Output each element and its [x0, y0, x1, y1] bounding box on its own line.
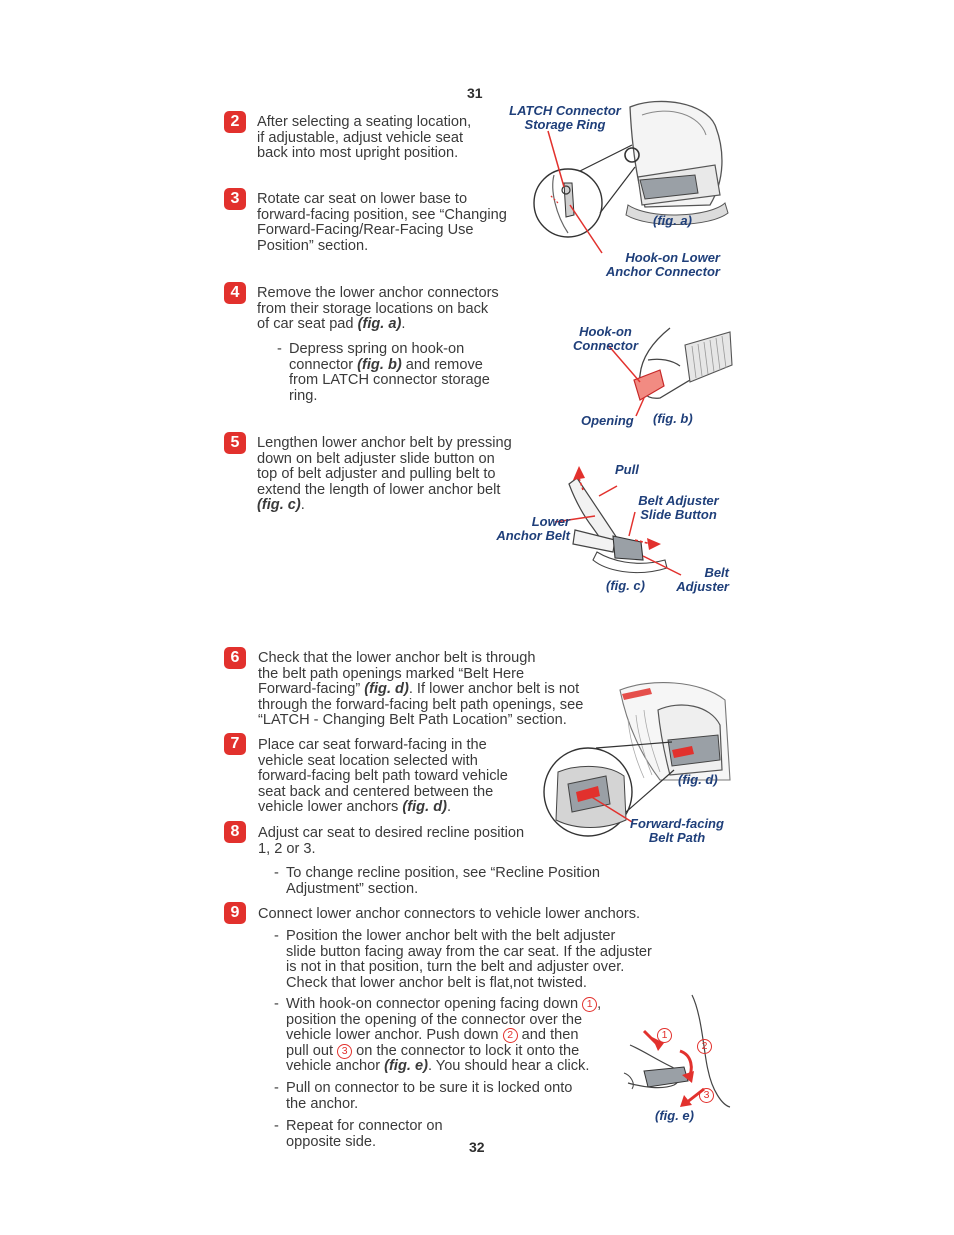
text-line [286, 1044, 601, 1060]
text-line: opposite side. [286, 1133, 377, 1150]
circled-number-1: 1 [582, 997, 597, 1012]
text-line: Remove the lower anchor connectors [257, 285, 499, 301]
step-badge-9: 9 [224, 902, 246, 924]
figure-ref: (fig. e) [384, 1058, 428, 1075]
circled-number: 2 [697, 1039, 712, 1054]
text-line: With hook-on connector opening facing down 1 , [286, 996, 602, 1012]
caption-line: Belt [704, 565, 729, 580]
step-badge-7: 7 [224, 733, 246, 755]
text-line: “LATCH - Changing Belt Path Location” section. [258, 712, 567, 729]
circled-number: 3 [699, 1088, 714, 1103]
circled-number-3: 3 [337, 1044, 352, 1059]
text-line: Forward-Facing/Rear-Facing Use [257, 222, 474, 239]
fig-b-caption-opening: Opening [581, 413, 634, 428]
text-line [258, 800, 508, 816]
text-run: . [300, 497, 305, 514]
caption-line: Belt Path [648, 830, 706, 845]
text-line: is not in that position, turn the belt and adjuster over. [286, 959, 625, 976]
text-run: . If lower anchor belt is not [408, 681, 580, 698]
text-line: 1, 2 or 3. [258, 840, 316, 857]
text-run: . You should hear a click. [427, 1058, 590, 1075]
text-line: Pull on connector to be sure it is locked onto [286, 1080, 573, 1096]
bullet-dash: - [274, 865, 279, 881]
text-line: extend the length of lower anchor belt [257, 481, 501, 498]
fig-e-marker-1 [657, 1027, 672, 1043]
step-9-substep-2 [274, 996, 602, 1075]
text-run: . [446, 799, 452, 816]
figure-ref: (fig. b) [357, 356, 402, 373]
fig-c-caption-belt-adjuster [665, 566, 729, 594]
text-run: and then [517, 1027, 579, 1044]
text-line: the anchor. [286, 1095, 359, 1112]
step-8-substep [274, 865, 600, 897]
caption-line: Belt Adjuster [638, 493, 719, 508]
step-4-text [257, 286, 499, 333]
fig-b-caption-connector [568, 325, 643, 353]
page-number-top: 31 [467, 85, 483, 101]
text-line [286, 1059, 601, 1075]
caption-line: Anchor Connector [605, 264, 720, 279]
step-9-substep-1 [274, 928, 652, 991]
text-run: vehicle lower anchor. Push down [286, 1027, 503, 1044]
text-line [257, 317, 499, 333]
step-badge-3: 3 [224, 188, 246, 210]
text-line: forward-facing position, see “Changing [257, 206, 507, 223]
text-line: top of belt adjuster and pulling belt to [257, 466, 496, 483]
text-line: seat back and centered between the [258, 783, 494, 800]
caption-line: Lower [531, 514, 570, 529]
bullet-dash: - [274, 1118, 279, 1134]
step-2-text [257, 115, 471, 162]
step-6-text [258, 651, 583, 729]
fig-e-marker-2 [697, 1038, 712, 1054]
step-9-substep-3 [274, 1080, 573, 1112]
caption-line: Forward-facing [630, 816, 724, 831]
caption-line: Anchor Belt [496, 528, 570, 543]
step-badge-4: 4 [224, 282, 246, 304]
step-5-text [257, 436, 512, 514]
caption-line: Hook-on [579, 324, 632, 339]
figure-e-illustration [622, 995, 732, 1110]
text-line: the belt path openings marked “Belt Here [258, 665, 525, 682]
fig-c-label: (fig. c) [606, 578, 645, 593]
text-line: Check that the lower anchor belt is through [258, 650, 536, 666]
bullet-dash: - [274, 1080, 279, 1096]
caption-line: Hook-on Lower [625, 250, 720, 265]
text-line [289, 358, 490, 374]
bullet-dash: - [274, 928, 279, 944]
text-line: Adjust car seat to desired recline position [258, 825, 525, 841]
figure-ref: (fig. d) [402, 799, 447, 816]
text-run: vehicle lower anchors [258, 799, 403, 816]
figure-ref: (fig. c) [257, 497, 301, 514]
text-line: forward-facing belt path toward vehicle [258, 768, 508, 785]
text-line: Place car seat forward-facing in the [258, 737, 487, 753]
text-line: from their storage locations on back [257, 300, 489, 317]
text-line: position the opening of the connector over the [286, 1011, 583, 1028]
text-run: of car seat pad [257, 316, 358, 333]
text-line: Repeat for connector on [286, 1118, 443, 1134]
text-line: if adjustable, adjust vehicle seat [257, 129, 464, 146]
text-line: After selecting a seating location, [257, 114, 472, 130]
text-line: back into most upright position. [257, 145, 459, 162]
text-line: through the forward-facing belt path openings, see [258, 696, 584, 713]
caption-line: Adjuster [676, 579, 729, 594]
text-line: Check that lower anchor belt is flat,not twisted. [286, 974, 587, 991]
step-7-text [258, 738, 508, 816]
bullet-dash: - [274, 996, 279, 1012]
text-line: Position” section. [257, 237, 369, 254]
text-line: vehicle seat location selected with [258, 752, 478, 769]
circled-number: 1 [657, 1028, 672, 1043]
step-badge-8: 8 [224, 821, 246, 843]
text-run: on the connector to lock it onto the [352, 1042, 580, 1059]
text-run: Forward-facing” [258, 681, 365, 698]
text-line: Rotate car seat on lower base to [257, 191, 468, 207]
text-line: slide button facing away from the car seat. If the adjuster [286, 943, 652, 960]
step-9-substep-4 [274, 1118, 443, 1150]
fig-a-caption-hook-on [593, 251, 720, 279]
bullet-dash: - [277, 341, 282, 357]
text-line: ring. [289, 387, 318, 404]
caption-line: Connector [573, 338, 638, 353]
text-line: Adjustment” section. [286, 880, 419, 897]
text-line: Lengthen lower anchor belt by pressing [257, 435, 512, 451]
text-line: from LATCH connector storage [289, 372, 490, 389]
step-8-text [258, 826, 524, 857]
text-run: pull out [286, 1042, 338, 1059]
step-badge-6: 6 [224, 647, 246, 669]
fig-c-caption-slide-button [630, 494, 727, 522]
fig-a-label: (fig. a) [653, 213, 692, 228]
figure-ref: (fig. a) [357, 316, 402, 333]
page-number-bottom: 32 [469, 1139, 485, 1155]
fig-c-caption-lower-anchor-belt [485, 515, 570, 543]
caption-line: LATCH Connector [509, 103, 621, 118]
caption-line: Storage Ring [524, 117, 606, 132]
text-line [286, 1028, 601, 1044]
circled-number-2: 2 [503, 1028, 518, 1043]
text-run: and remove [401, 356, 483, 373]
fig-d-label: (fig. d) [678, 772, 718, 787]
text-run: . [401, 316, 406, 333]
text-run: vehicle anchor [286, 1058, 385, 1075]
text-line: Depress spring on hook-on [289, 341, 465, 357]
text-run: With hook-on connector opening facing down [286, 996, 579, 1012]
figure-ref: (fig. d) [364, 681, 409, 698]
text-line: To change recline position, see “Recline Position [286, 865, 600, 881]
fig-b-label: (fig. b) [653, 411, 693, 426]
step-badge-5: 5 [224, 432, 246, 454]
text-run: connector [289, 356, 358, 373]
text-line [257, 498, 512, 514]
caption-line: Slide Button [640, 507, 717, 522]
fig-a-caption-storage-ring [505, 104, 625, 132]
step-badge-2: 2 [224, 111, 246, 133]
fig-c-caption-pull: Pull [615, 462, 639, 477]
fig-d-caption-belt-path [622, 817, 732, 845]
step-3-text [257, 192, 507, 254]
text-line: down on belt adjuster slide button on [257, 450, 495, 467]
fig-e-marker-3 [699, 1087, 714, 1103]
text-line: Position the lower anchor belt with the belt adjuster [286, 928, 616, 944]
text-line [258, 682, 583, 698]
fig-e-label: (fig. e) [655, 1108, 694, 1123]
step-4-substep [277, 341, 490, 404]
step-9-text: Connect lower anchor connectors to vehicle lower anchors. [258, 906, 641, 922]
